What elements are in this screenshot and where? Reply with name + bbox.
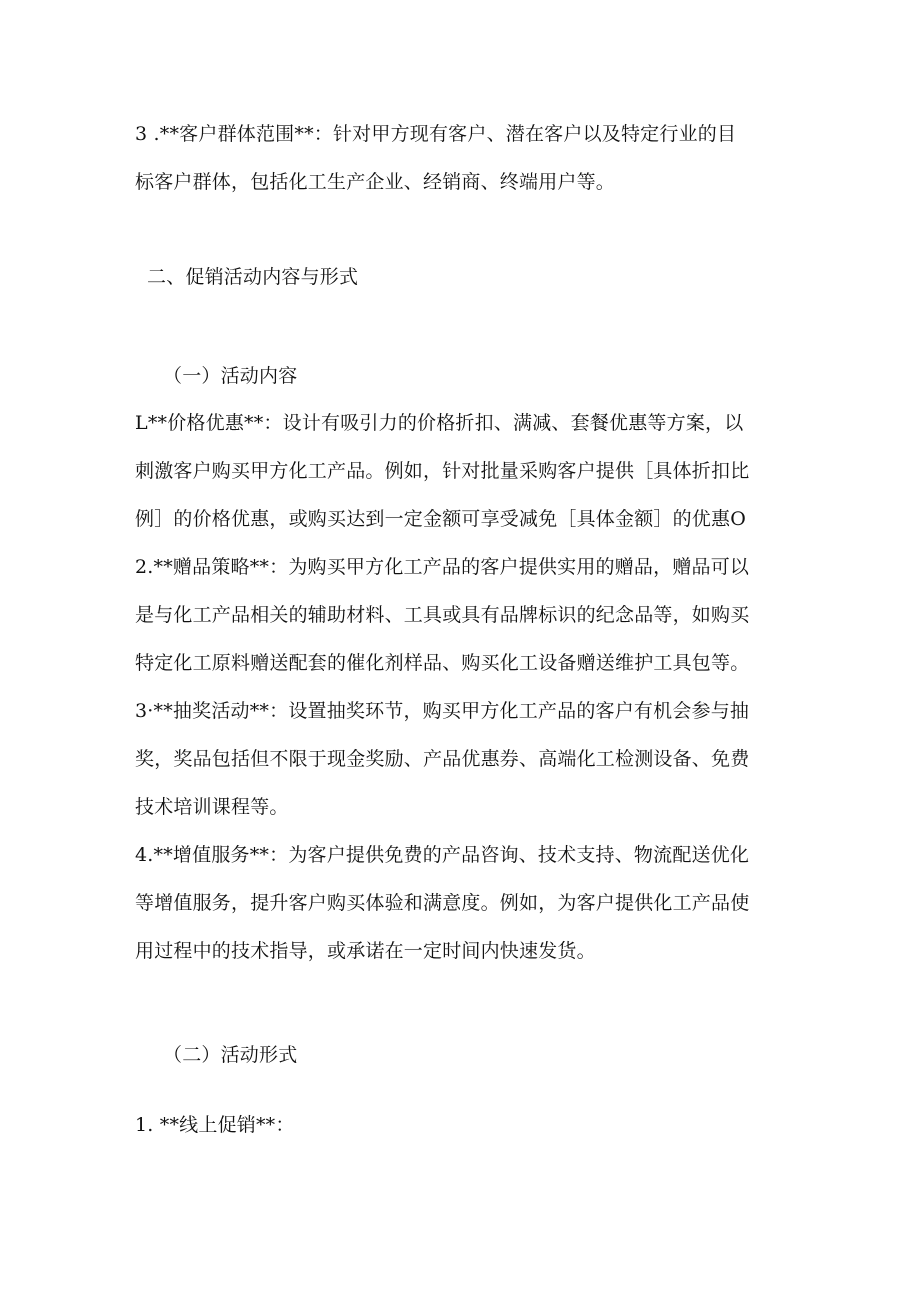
service-line-2: 等增值服务，提升客户购买体验和满意度。例如，为客户提供化工产品使 (135, 892, 750, 914)
audience-line-1: 3 .**客户群体范围**：针对甲方现有客户、潜在客户以及特定行业的目 (135, 123, 737, 145)
price-line-1: L**价格优惠**：设计有吸引力的价格折扣、满减、套餐优惠等方案，以 (135, 412, 744, 434)
gift-line-3: 特定化工原料赠送配套的催化剂样品、购买化工设备赠送维护工具包等。 (135, 652, 750, 674)
lottery-line-2: 奖，奖品包括但不限于现金奖励、产品优惠券、高端化工检测设备、免费 (135, 748, 750, 770)
online-promo-item: 1. **线上促销**： (135, 1114, 295, 1136)
service-line-3: 用过程中的技术指导，或承诺在一定时间内快速发货。 (135, 940, 596, 962)
price-line-2: 刺激客户购买甲方化工产品。例如，针对批量采购客户提供［具体折扣比 (135, 460, 750, 482)
gift-line-1: 2.**赠品策略**：为购买甲方化工产品的客户提供实用的赠品，赠品可以 (135, 556, 750, 578)
price-line-3: 例］的价格优惠，或购买达到一定金额可享受减免［具体金额］的优惠O (135, 508, 746, 530)
section-heading: 二、促销活动内容与形式 (147, 266, 359, 288)
lottery-line-3: 技术培训课程等。 (135, 796, 289, 818)
gift-line-2: 是与化工产品相关的辅助材料、工具或具有品牌标识的纪念品等，如购买 (135, 604, 750, 626)
subsection-heading-form: （二）活动形式 (163, 1044, 298, 1066)
subsection-heading-content: （一）活动内容 (163, 365, 298, 387)
audience-line-2: 标客户群体，包括化工生产企业、经销商、终端用户等。 (135, 171, 616, 193)
lottery-line-1: 3·**抽奖活动**：设置抽奖环节，购买甲方化工产品的客户有机会参与抽 (135, 700, 750, 722)
service-line-1: 4.**增值服务**：为客户提供免费的产品咨询、技术支持、物流配送优化 (135, 844, 750, 866)
